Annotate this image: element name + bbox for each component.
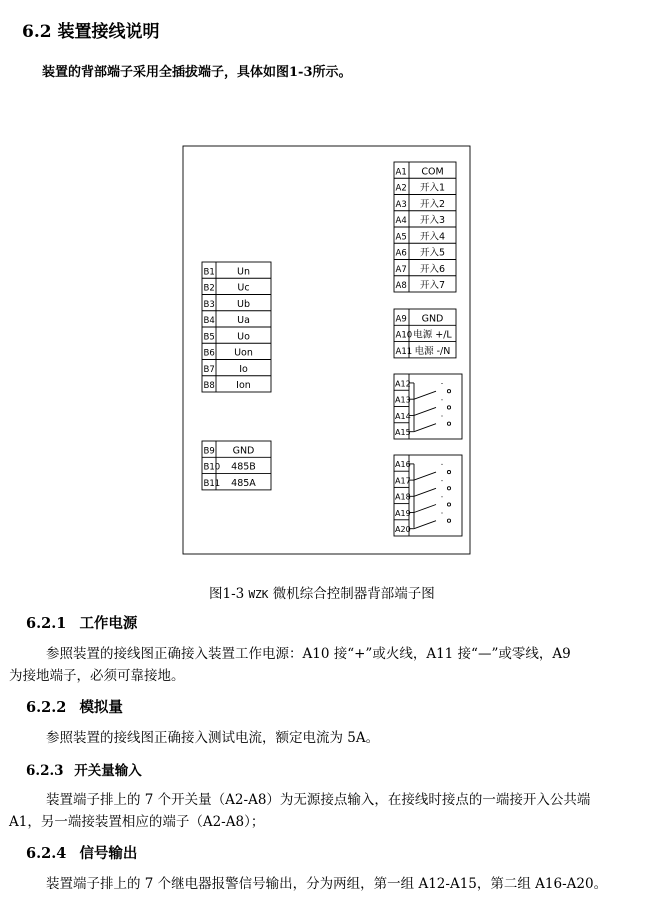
relay-group-2-contact-point <box>447 503 450 506</box>
relay-group-2-contact-point <box>447 487 450 490</box>
intro-text: 装置的背部端子采用全插拔端子，具体如图1-3所示。 <box>42 65 352 80</box>
power-line-2: 为接地端子，必须可靠接地。 <box>9 668 185 684</box>
b-analog-terminal-label: Uo <box>237 331 250 343</box>
b-analog-terminal-label: Uc <box>237 282 250 294</box>
a-input-terminal-id: A5 <box>395 232 407 243</box>
subsection-heading-signal-output <box>26 842 137 863</box>
a-input-terminal-label: 开入3 <box>419 215 446 226</box>
switch-input-line-1: 装置端子排上的 7 个开关量（A2-A8）为无源接点输入，在接线时接点的一端接开入公共端 <box>46 792 591 808</box>
relay-group-2-contact-blade <box>414 472 436 480</box>
subsection-heading-switch-input <box>26 759 142 779</box>
relay-group-1-terminal-id: A15 <box>395 428 411 437</box>
relay-group-2-terminal-id: A16 <box>395 460 411 470</box>
subsection-title: 信号输出 <box>79 845 138 862</box>
section-title: 装置接线说明 <box>57 22 160 42</box>
relay-group-1-contact-blade <box>414 391 436 399</box>
subsection-number: 6.2.3 <box>26 763 64 779</box>
b-analog-terminal-label: Ua <box>237 315 250 326</box>
a-input-terminal-label: COM <box>421 166 444 178</box>
caption-label: 图1-3 <box>209 586 245 602</box>
a-power-terminal-label: 电源 +/L <box>413 329 452 341</box>
b-analog-terminal-label: Io <box>239 363 248 375</box>
a-power-terminal-label: GND <box>421 313 444 325</box>
figure-caption <box>209 582 435 602</box>
a-input-terminal-id: A4 <box>395 216 407 226</box>
relay-group-1-terminal-id: A12 <box>395 379 411 389</box>
a-input-terminal-label: 开入1 <box>419 182 446 194</box>
a-input-terminal-label: 开入2 <box>419 198 446 210</box>
switch-input-line-2: A1，另一端接装置相应的端子（A2-A8）； <box>9 814 265 830</box>
relay-group-2-contact-blade <box>414 488 436 496</box>
a-input-terminal-id: A1 <box>395 167 407 178</box>
a-input-terminal-id: A7 <box>395 264 407 275</box>
b-comm-terminal-label: 485B <box>231 461 256 473</box>
b-analog-terminal-id: B3 <box>203 299 215 310</box>
b-comm-terminal-label: GND <box>232 445 255 457</box>
relay-group-1-contact-blade <box>414 424 436 432</box>
b-comm-terminal-id: B9 <box>203 446 215 457</box>
a-input-terminal-id: A6 <box>395 248 407 259</box>
b-analog-terminal-id: B4 <box>203 316 215 326</box>
b-analog-terminal-id: B6 <box>203 348 215 359</box>
a-power-terminal-id: A9 <box>395 314 407 325</box>
b-comm-terminal-label: 485A <box>231 477 256 489</box>
a-power-terminal-label: 电源 -/N <box>414 345 451 357</box>
power-line-1: 参照装置的接线图正确接入装置工作电源：A10 接“+”或火线，A11 接“—”或零线，A9 <box>46 646 571 662</box>
b-analog-terminal-label: Ub <box>237 298 250 310</box>
a-input-terminal-label: 开入4 <box>419 231 446 243</box>
b-analog-terminal-label: Un <box>237 266 250 278</box>
relay-group-2-terminal-id: A17 <box>395 476 411 486</box>
relay-group-2-contact-point <box>447 471 450 474</box>
signal-output-line-1: 装置端子排上的 7 个继电器报警信号输出，分为两组，第一组 A12-A15，第二组 A16-A20。 <box>46 876 608 892</box>
b-analog-terminal-id: B5 <box>203 332 215 343</box>
a-power-terminal-id: A10 <box>395 330 413 341</box>
b-analog-terminal-label: Ion <box>236 380 251 391</box>
b-analog-terminal-id: B2 <box>203 283 215 294</box>
b-comm-terminal-id: B10 <box>203 462 221 473</box>
relay-group-1-contact-point <box>447 422 450 425</box>
relay-group-2-terminal-id: A20 <box>395 525 411 534</box>
subsection-number: 6.2.1 <box>26 615 67 632</box>
a-input-terminal-label: 开入5 <box>419 247 446 259</box>
b-comm-terminal-id: B11 <box>203 478 221 489</box>
relay-group-2-contact-blade <box>414 521 436 529</box>
relay-group-2-terminal-id: A18 <box>395 492 411 502</box>
b-analog-terminal-id: B8 <box>203 381 215 391</box>
a-input-terminal-label: 开入7 <box>419 280 446 291</box>
subsection-title: 工作电源 <box>79 615 138 632</box>
b-analog-terminal-label: Uon <box>234 347 253 359</box>
a-input-terminal-id: A2 <box>395 183 407 194</box>
caption-text: 微机综合控制器背部端子图 <box>272 586 435 602</box>
b-analog-terminal-id: B7 <box>203 364 215 375</box>
a-power-terminal-id: A11 <box>395 346 413 357</box>
relay-group-1-contact-point <box>447 406 450 409</box>
a-input-terminal-id: A8 <box>395 281 407 291</box>
section-number: 6.2 <box>22 22 52 42</box>
b-analog-terminal-id: B1 <box>203 267 215 278</box>
relay-group-1-contact-blade <box>414 407 436 415</box>
subsection-number: 6.2.2 <box>26 699 67 716</box>
caption-code: WZK <box>248 588 269 601</box>
analog-line-1: 参照装置的接线图正确接入测试电流，额定电流为 5A。 <box>46 730 380 746</box>
relay-group-2-contact-point <box>447 519 450 522</box>
relay-group-2-contact-blade <box>414 505 436 513</box>
relay-group-1-terminal-id: A14 <box>395 411 411 421</box>
subsection-title: 开关量输入 <box>74 763 142 779</box>
a-input-terminal-id: A3 <box>395 199 407 210</box>
subsection-heading-analog <box>26 696 123 717</box>
a-input-terminal-label: 开入6 <box>419 263 446 275</box>
subsection-heading-power <box>26 612 137 633</box>
subsection-title: 模拟量 <box>79 699 123 716</box>
subsection-number: 6.2.4 <box>26 845 67 862</box>
relay-group-1-terminal-id: A13 <box>395 395 411 405</box>
relay-group-1-contact-point <box>447 390 450 393</box>
relay-group-2-terminal-id: A19 <box>395 508 411 518</box>
